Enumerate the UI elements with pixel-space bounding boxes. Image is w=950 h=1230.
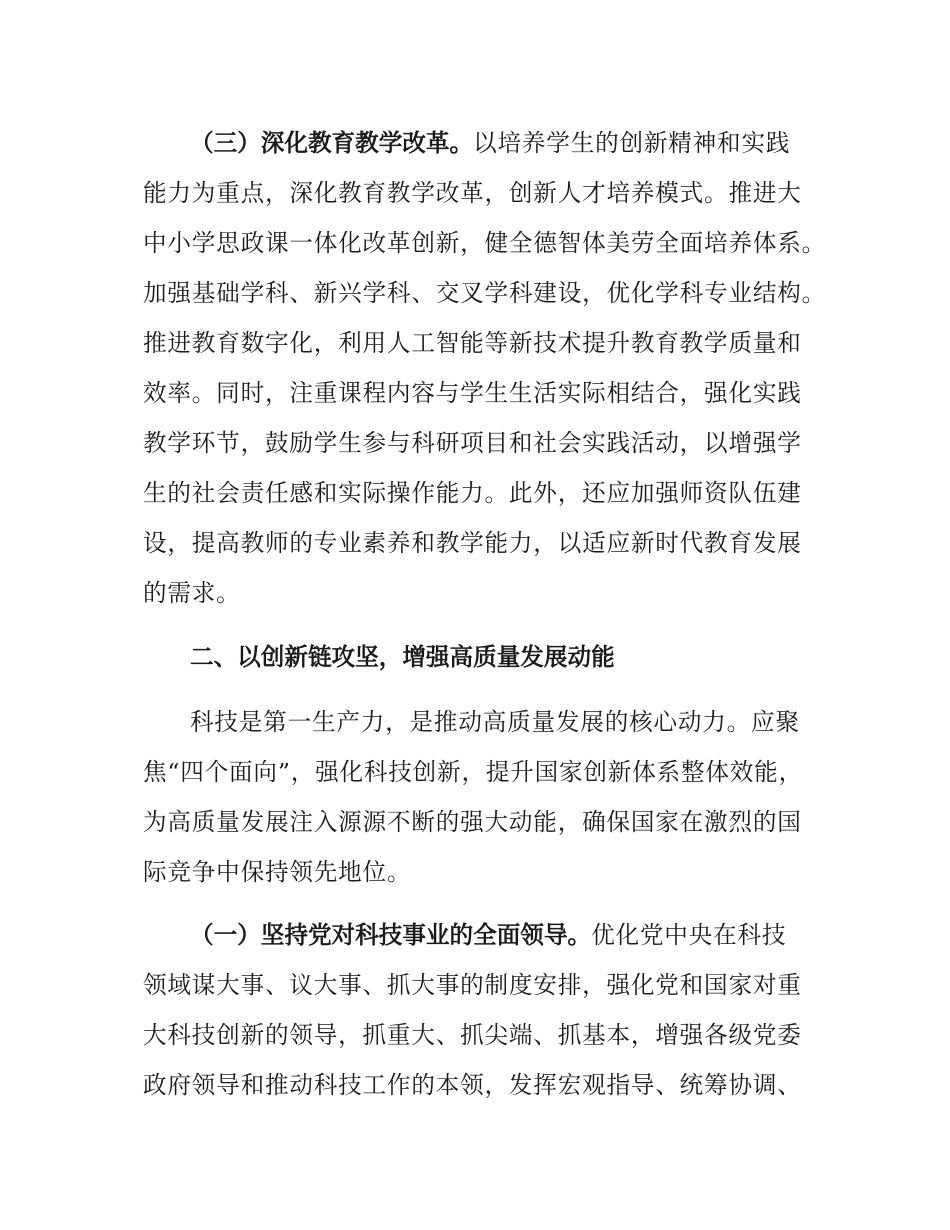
paragraph-line: 教学环节，鼓励学生参与科研项目和社会实践活动，以增强学 (143, 429, 802, 457)
section-heading (143, 632, 813, 682)
paragraph-line: 推进教育数字化，利用人工智能等新技术提升教育教学质量和 (143, 329, 802, 357)
paragraph-line: 生的社会责任感和实际操作能力。此外，还应加强师资队伍建 (143, 479, 802, 507)
heading-text: 二、以创新链攻坚，增强高质量发展动能 (190, 643, 615, 671)
section-title: （三）深化教育教学改革。 (190, 129, 474, 157)
paragraph-line: 大科技创新的领导，抓重大、抓尖端、抓基本，增强各级党委 (143, 1021, 802, 1049)
paragraph-tech-innovation (143, 697, 813, 897)
paragraph-line: 政府领导和推动科技工作的本领，发挥宏观指导、统筹协调、 (143, 1071, 802, 1099)
paragraph-line: （三）深化教育教学改革。以培养学生的创新精神和实践 (190, 129, 791, 157)
paragraph-line: 能力为重点，深化教育教学改革，创新人才培养模式。推进大 (143, 179, 802, 207)
section-title: （一）坚持党对科技事业的全面领导。 (190, 921, 592, 949)
paragraph-line: 为高质量发展注入源源不断的强大动能，确保国家在激烈的国 (143, 808, 802, 836)
paragraph-line: 设，提高教师的专业素养和教学能力，以适应新时代教育发展 (143, 529, 802, 557)
paragraph-line: （一）坚持党对科技事业的全面领导。优化党中央在科技 (190, 921, 787, 949)
paragraph-line: 效率。同时，注重课程内容与学生生活实际相结合，强化实践 (143, 379, 802, 407)
paragraph-line: 焦“四个面向”，强化科技创新，提升国家创新体系整体效能， (143, 758, 803, 786)
paragraph-line: 领域谋大事、议大事、抓大事的制度安排，强化党和国家对重 (143, 971, 802, 999)
paragraph-line: 际竞争中保持领先地位。 (143, 858, 412, 886)
paragraph-line: 科技是第一生产力，是推动高质量发展的核心动力。应聚 (190, 708, 800, 736)
paragraph-line: 的需求。 (143, 579, 241, 607)
paragraph-education-reform (143, 118, 827, 618)
paragraph-line: 加强基础学科、新兴学科、交叉学科建设，优化学科专业结构。 (143, 279, 827, 307)
paragraph-line: 中小学思政课一体化改革创新，健全德智体美劳全面培养体系。 (143, 229, 827, 257)
paragraph-party-leadership (143, 910, 813, 1110)
